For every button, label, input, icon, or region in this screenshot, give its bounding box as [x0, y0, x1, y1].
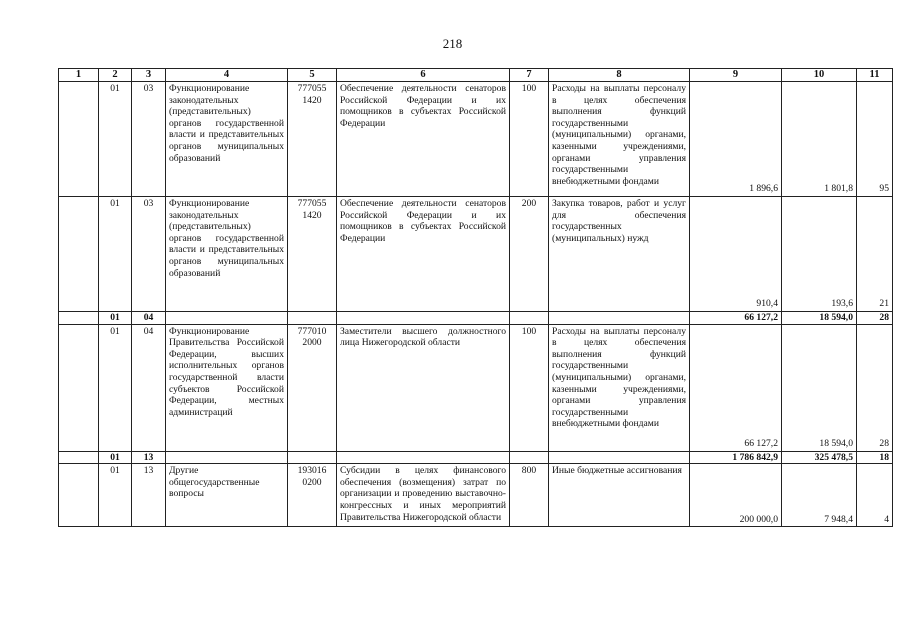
cell-empty [166, 312, 288, 325]
cell-plan: 66 127,2 [690, 324, 782, 451]
cell-percent-total: 18 [857, 451, 893, 464]
cell-target-name: Обеспечение деятельности сенаторов Российской Федерации и их помощников в субъектах Российской Федерации [337, 197, 510, 312]
col-header-6: 6 [337, 69, 510, 82]
cell-section: 01 [99, 82, 132, 197]
cell-section: 01 [99, 197, 132, 312]
cell-actual: 7 948,4 [782, 464, 857, 527]
cell-percent: 21 [857, 197, 893, 312]
table-row [59, 197, 893, 312]
cell-plan: 910,4 [690, 197, 782, 312]
col-header-7: 7 [510, 69, 549, 82]
cell-subsection-name: Функционирование законодательных (представительных) органов государственной власти и представительных органов муниципальных образований [166, 82, 288, 197]
cell-subsection: 04 [132, 324, 166, 451]
col-header-9: 9 [690, 69, 782, 82]
col-header-11: 11 [857, 69, 893, 82]
col-header-10: 10 [782, 69, 857, 82]
cell-subsection-name: Функционирование законодательных (представительных) органов государственной власти и представительных органов муниципальных образований [166, 197, 288, 312]
col-header-8: 8 [549, 69, 690, 82]
cell-subsection: 04 [132, 312, 166, 325]
cell-target-code: 193016 0200 [288, 464, 337, 527]
cell-actual: 193,6 [782, 197, 857, 312]
cell-expense-code: 100 [510, 324, 549, 451]
cell-actual-total: 325 478,5 [782, 451, 857, 464]
cell-actual: 1 801,8 [782, 82, 857, 197]
cell-section: 01 [99, 312, 132, 325]
cell-expense-code: 100 [510, 82, 549, 197]
cell-col1 [59, 197, 99, 312]
cell-empty [549, 312, 690, 325]
cell-target-code: 777010 2000 [288, 324, 337, 451]
cell-subsection-name: Другие общегосударственные вопросы [166, 464, 288, 527]
subtotal-row [59, 451, 893, 464]
cell-col1 [59, 324, 99, 451]
cell-expense-code: 200 [510, 197, 549, 312]
cell-plan: 200 000,0 [690, 464, 782, 527]
col-header-5: 5 [288, 69, 337, 82]
cell-percent: 95 [857, 82, 893, 197]
cell-subsection-name: Функционирование Правительства Российской Федерации, высших исполнительных органов государственной власти субъектов Российской Федерации, местных администраций [166, 324, 288, 451]
cell-target-name: Субсидии в целях финансового обеспечения (возмещения) затрат по организации и проведению выставочно-конгрессных и иных мероприятий Правительства Нижегородской области [337, 464, 510, 527]
cell-percent-total: 28 [857, 312, 893, 325]
cell-expense-name: Расходы на выплаты персоналу в целях обеспечения выполнения функций государственными (муниципальными) органами, казенными учреждениями, органами управления государственными внебюджетными фондами [549, 82, 690, 197]
cell-subsection: 13 [132, 451, 166, 464]
header-row [59, 69, 893, 82]
cell-expense-name: Иные бюджетные ассигнования [549, 464, 690, 527]
col-header-2: 2 [99, 69, 132, 82]
cell-empty [59, 312, 99, 325]
cell-subsection: 03 [132, 197, 166, 312]
cell-section: 01 [99, 324, 132, 451]
cell-empty [337, 312, 510, 325]
cell-actual: 18 594,0 [782, 324, 857, 451]
cell-actual-total: 18 594,0 [782, 312, 857, 325]
cell-empty [549, 451, 690, 464]
col-header-1: 1 [59, 69, 99, 82]
col-header-3: 3 [132, 69, 166, 82]
cell-percent: 28 [857, 324, 893, 451]
cell-empty [288, 312, 337, 325]
cell-empty [510, 312, 549, 325]
cell-empty [510, 451, 549, 464]
cell-col1 [59, 464, 99, 527]
cell-empty [337, 451, 510, 464]
cell-empty [59, 451, 99, 464]
subtotal-row [59, 312, 893, 325]
cell-expense-code: 800 [510, 464, 549, 527]
cell-subsection: 13 [132, 464, 166, 527]
cell-plan-total: 66 127,2 [690, 312, 782, 325]
table-row [59, 82, 893, 197]
cell-target-code: 777055 1420 [288, 197, 337, 312]
budget-table [58, 68, 893, 527]
table-row [59, 464, 893, 527]
cell-target-name: Обеспечение деятельности сенаторов Российской Федерации и их помощников в субъектах Российской Федерации [337, 82, 510, 197]
cell-section: 01 [99, 464, 132, 527]
cell-col1 [59, 82, 99, 197]
page-number: 218 [442, 36, 463, 51]
table-row [59, 324, 893, 451]
cell-target-code: 777055 1420 [288, 82, 337, 197]
cell-percent: 4 [857, 464, 893, 527]
col-header-4: 4 [166, 69, 288, 82]
cell-subsection: 03 [132, 82, 166, 197]
cell-target-name: Заместители высшего должностного лица Нижегородской области [337, 324, 510, 451]
cell-expense-name: Расходы на выплаты персоналу в целях обеспечения выполнения функций государственными (муниципальными) органами, казенными учреждениями, органами управления государственными внебюджетными фондами [549, 324, 690, 451]
cell-empty [288, 451, 337, 464]
cell-section: 01 [99, 451, 132, 464]
cell-empty [166, 451, 288, 464]
cell-plan: 1 896,6 [690, 82, 782, 197]
cell-plan-total: 1 786 842,9 [690, 451, 782, 464]
cell-expense-name: Закупка товаров, работ и услуг для обеспечения государственных (муниципальных) нужд [549, 197, 690, 312]
